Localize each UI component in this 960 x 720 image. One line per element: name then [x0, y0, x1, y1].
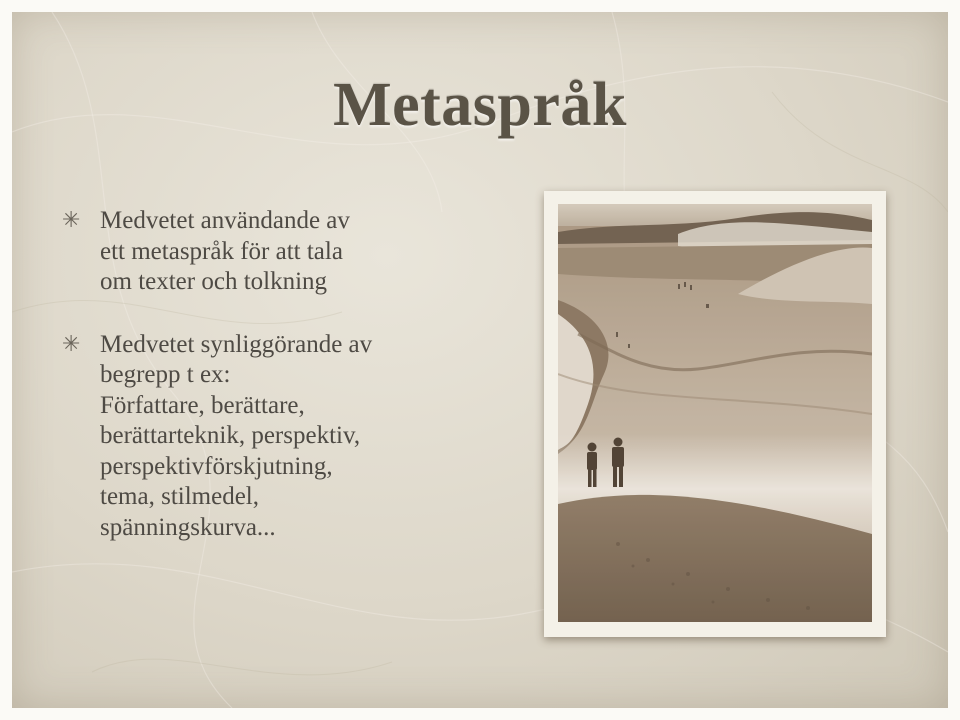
- asterisk-bullet-icon: ✳: [62, 331, 81, 357]
- photo-frame: [544, 191, 886, 637]
- bullet-text: Medvetet användande av ett metaspråk för att tala om texter och tolkning: [100, 207, 350, 295]
- sepia-dune-photo: [558, 204, 872, 622]
- bullet-list: [62, 206, 532, 575]
- bullet-text: Medvetet synliggörande av begrepp t ex: Författare, berättare, berättarteknik, perspektiv, perspektivförskjutning, tema, stilmedel, spänningskurva...: [100, 330, 373, 541]
- asterisk-bullet-icon: ✳: [62, 208, 81, 233]
- bullet-item: [62, 330, 532, 544]
- dune-landscape-image: [558, 204, 872, 622]
- bullet-item: [62, 206, 532, 298]
- slide-title: Metaspråk: [333, 71, 627, 139]
